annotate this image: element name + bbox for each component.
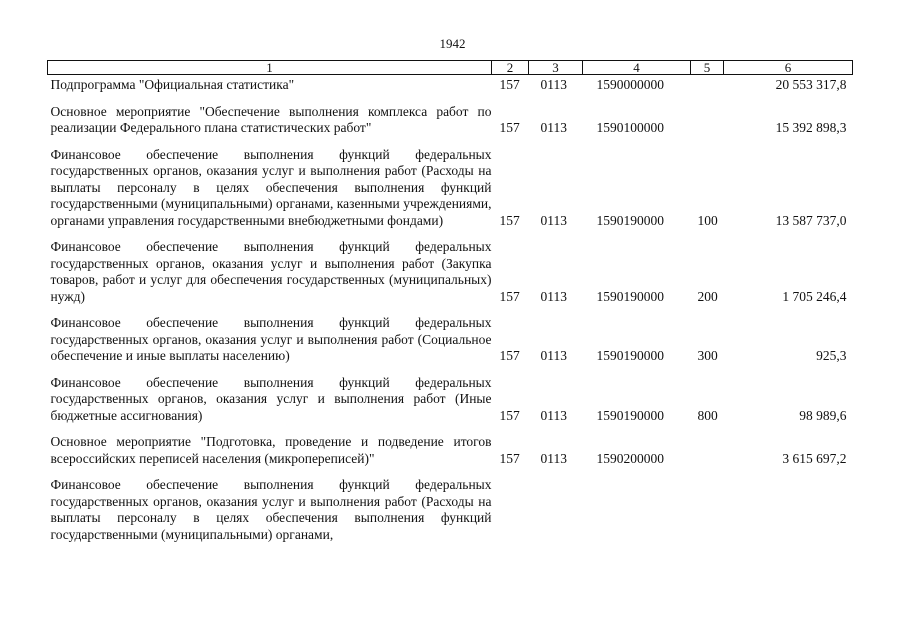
row-section: 0113 <box>540 348 567 363</box>
table-header-row <box>48 61 853 75</box>
row-article: 1590190000 <box>596 288 664 304</box>
row-glava: 157 <box>499 348 520 363</box>
row-section: 0113 <box>540 288 567 304</box>
row-expense-type <box>691 477 724 543</box>
table-row <box>48 104 853 147</box>
row-name: Финансовое обеспечение выполнения функций федеральных государственных органов, оказания услуг и выполнения работ (Закупка товаров, работ и услуг для обеспечения государственных (муниципальных) нужд) <box>50 239 492 304</box>
row-name: Финансовое обеспечение выполнения функций федеральных государственных органов, оказания услуг и выполнения работ (Иные бюджетные ассигнования) <box>50 374 492 423</box>
row-article: 1590190000 <box>596 212 664 228</box>
table-row <box>48 375 853 435</box>
budget-table <box>47 60 853 543</box>
row-glava: 157 <box>499 212 520 228</box>
row-amount: 3 615 697,2 <box>782 450 847 466</box>
row-name: Основное мероприятие "Подготовка, проведение и подведение итогов всероссийских переписей населения (микропереписей)" <box>50 434 492 466</box>
row-name: Основное мероприятие "Обеспечение выполнения комплекса работ по реализации Федерального плана статистических работ" <box>50 103 492 135</box>
row-section: 0113 <box>540 407 567 423</box>
row-amount: 13 587 737,0 <box>775 212 847 228</box>
row-glava: 157 <box>499 77 520 92</box>
table-row <box>48 239 853 315</box>
row-article: 1590100000 <box>596 120 664 135</box>
row-expense-type <box>691 75 724 104</box>
header-col-4: 4 <box>583 61 691 75</box>
header-col-2: 2 <box>492 61 529 75</box>
table-row <box>48 75 853 104</box>
row-name: Финансовое обеспечение выполнения функций федеральных государственных органов, оказания услуг и выполнения работ (Расходы на выплаты персоналу в целях обеспечения выполнения функций государственными (муниципальными) органами, казенными учреждениями, органами управления государственными внебюджетными фондами) <box>50 146 492 228</box>
row-section: 0113 <box>540 212 567 228</box>
row-name: Финансовое обеспечение выполнения функций федеральных государственных органов, оказания услуг и выполнения работ (Расходы на выплаты персоналу в целях обеспечения выполнения функций государственными (муниципальными) органами, <box>50 477 492 542</box>
row-expense-type: 800 <box>697 407 718 423</box>
row-expense-type <box>691 434 724 477</box>
row-glava: 157 <box>499 288 520 304</box>
table-row <box>48 434 853 477</box>
row-amount <box>724 477 853 543</box>
row-glava: 157 <box>499 407 520 423</box>
table-row <box>48 315 853 375</box>
row-expense-type <box>691 104 724 147</box>
row-article: 1590190000 <box>596 348 664 363</box>
row-expense-type: 200 <box>697 288 718 304</box>
row-glava <box>492 477 529 543</box>
table-row <box>48 147 853 240</box>
row-article: 1590190000 <box>596 407 664 423</box>
row-amount: 98 989,6 <box>799 407 847 423</box>
row-expense-type: 300 <box>697 348 718 363</box>
row-article <box>583 477 691 543</box>
row-glava: 157 <box>499 450 520 466</box>
row-glava: 157 <box>499 120 520 135</box>
row-amount: 20 553 317,8 <box>775 77 847 92</box>
row-amount: 925,3 <box>816 348 847 363</box>
row-section: 0113 <box>540 120 567 135</box>
row-name: Подпрограмма "Официальная статистика" <box>50 77 295 92</box>
header-col-1: 1 <box>48 61 492 75</box>
row-section: 0113 <box>540 450 567 466</box>
row-article: 1590000000 <box>596 77 664 92</box>
header-col-6: 6 <box>724 61 853 75</box>
row-article: 1590200000 <box>596 450 664 466</box>
row-name: Финансовое обеспечение выполнения функций федеральных государственных органов, оказания услуг и выполнения работ (Социальное обеспечение и иные выплаты населению) <box>50 315 492 363</box>
page-number: 1942 <box>439 36 466 51</box>
row-section <box>529 477 583 543</box>
row-expense-type: 100 <box>697 212 718 228</box>
row-amount: 15 392 898,3 <box>775 120 847 135</box>
header-col-3: 3 <box>529 61 583 75</box>
row-amount: 1 705 246,4 <box>782 288 847 304</box>
header-col-5: 5 <box>691 61 724 75</box>
row-section: 0113 <box>540 77 567 92</box>
table-row <box>48 477 853 543</box>
